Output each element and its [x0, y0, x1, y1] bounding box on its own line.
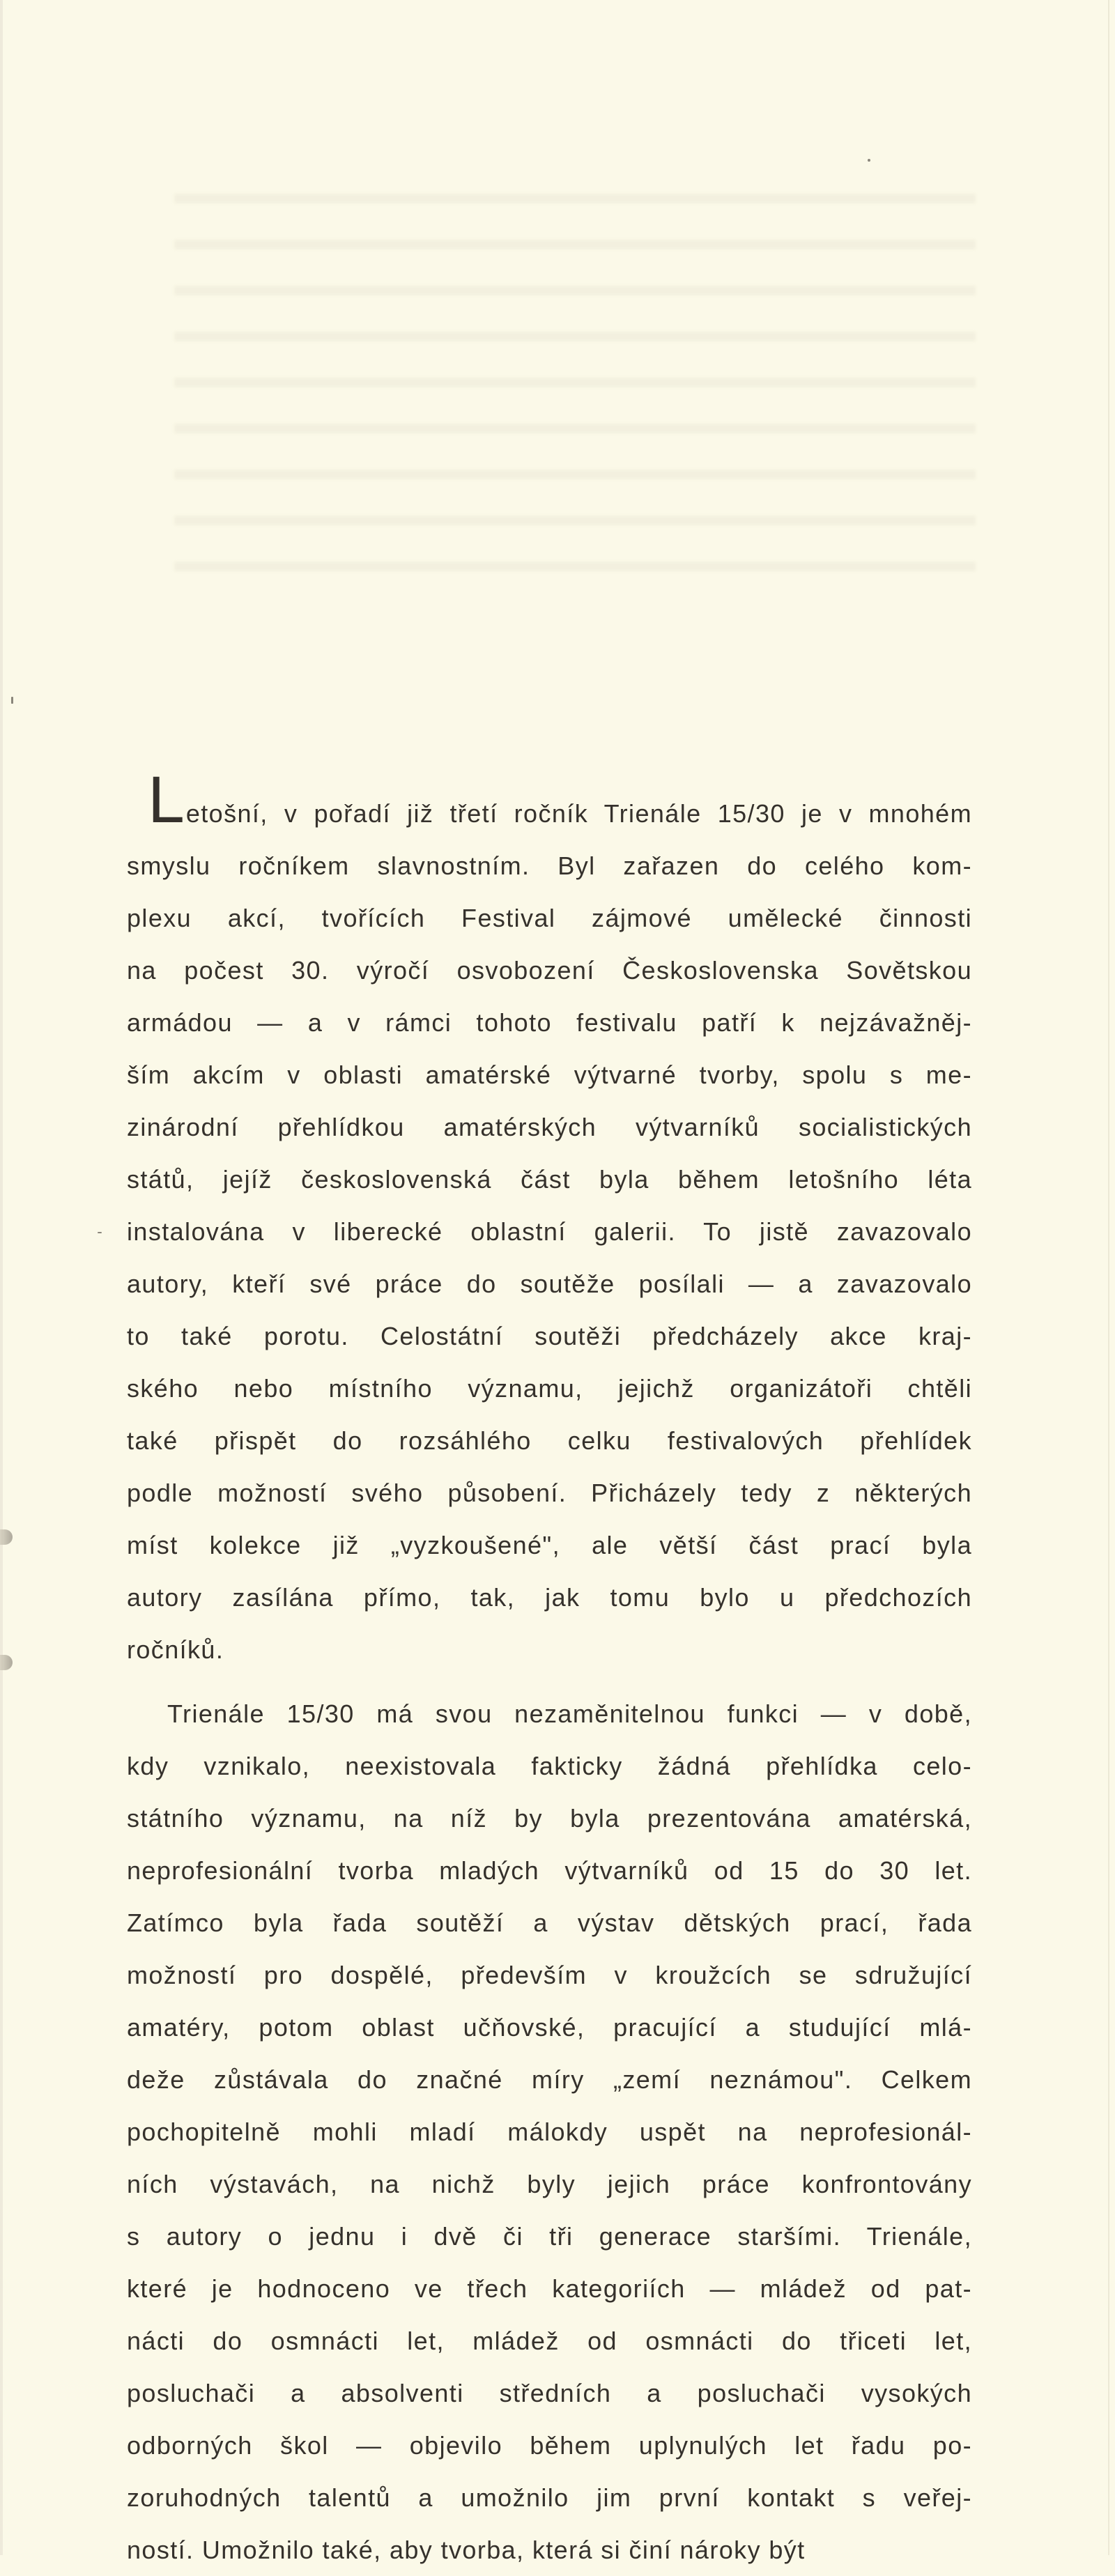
text-line [127, 944, 972, 996]
text-line [127, 1792, 972, 1844]
line-text: instalována v liberecké oblastní galerii. To jistě zavazovalo [127, 1217, 972, 1246]
line-text: smyslu ročníkem slavnostním. Byl zařazen do celého kom- [127, 851, 972, 880]
page-left-edge [0, 0, 3, 2555]
show-through-text [174, 160, 976, 578]
line-text: podle možností svého působení. Přicházely tedy z některých [127, 1479, 972, 1507]
text-line [127, 892, 972, 944]
text-line [127, 1519, 972, 1571]
line-text: zinárodní přehlídkou amatérských výtvarníků socialistických [127, 1113, 972, 1141]
line-text: Trienále 15/30 má svou nezaměnitelnou funkci — v době, [167, 1699, 972, 1728]
line-text: odborných škol — objevilo během uplynulých let řadu po- [127, 2431, 972, 2460]
line-text: míst kolekce již „vyzkoušené", ale větší část prací byla [127, 1531, 972, 1559]
line-text: deže zůstávala do značné míry „zemí neznámou". Celkem [127, 2065, 972, 2094]
line-text: pochopitelně mohli mladí málokdy uspět na neprofesionál- [127, 2118, 972, 2146]
line-text: ročníků. [127, 1635, 224, 1664]
text-line [127, 2419, 972, 2471]
text-line [127, 996, 972, 1049]
binding-staple [0, 1655, 13, 1670]
line-text: ším akcím v oblasti amatérské výtvarné tvorby, spolu s me- [127, 1061, 972, 1089]
margin-mark [98, 1232, 102, 1233]
drop-cap: L [148, 763, 185, 837]
line-text: armádou — a v rámci tohoto festivalu patří k nejzávažněj- [127, 1008, 972, 1037]
paragraph [127, 1688, 972, 2576]
line-text: státního významu, na níž by byla prezentována amatérská, [127, 1804, 972, 1833]
text-line [127, 840, 972, 892]
speck [868, 159, 870, 162]
text-line [127, 1740, 972, 1792]
line-text: autory zasílána přímo, tak, jak tomu bylo u předchozích [127, 1583, 972, 1612]
line-text: autory, kteří své práce do soutěže posílali — a zavazovalo [127, 1270, 972, 1298]
text-line [127, 1362, 972, 1414]
text-line [127, 2524, 972, 2576]
text-line [127, 1310, 972, 1362]
line-text: na počest 30. výročí osvobození Československa Sovětskou [127, 956, 972, 985]
line-text: také přispět do rozsáhlého celku festivalových přehlídek [127, 1426, 972, 1455]
line-text: to také porotu. Celostátní soutěži předcházely akce kraj- [127, 1322, 972, 1350]
margin-mark [11, 697, 13, 704]
line-text: amatéry, potom oblast učňovské, pracující a studující mlá- [127, 2013, 972, 2042]
text-line [127, 1688, 972, 1740]
text-line [127, 2315, 972, 2367]
text-line [127, 1153, 972, 1205]
text-line [127, 1205, 972, 1258]
line-text: možností pro dospělé, především v kroužcích se sdružující [127, 1961, 972, 1989]
text-line [127, 1049, 972, 1101]
line-text: nácti do osmnácti let, mládež od osmnácti do třiceti let, [127, 2327, 972, 2355]
text-line [127, 2210, 972, 2262]
line-text: neprofesionální tvorba mladých výtvarníků od 15 do 30 let. [127, 1856, 972, 1885]
text-line [127, 1624, 972, 1676]
text-line [127, 1571, 972, 1624]
line-text: států, jejíž československá část byla během letošního léta [127, 1165, 972, 1194]
text-line [127, 763, 972, 840]
text-line [127, 1258, 972, 1310]
text-line [127, 2262, 972, 2315]
text-line [127, 1897, 972, 1949]
text-line [127, 2001, 972, 2053]
text-line [127, 1101, 972, 1153]
line-text: které je hodnoceno ve třech kategoriích — mládež od pat- [127, 2274, 972, 2303]
line-text: ních výstavách, na nichž byly jejich práce konfrontovány [127, 2170, 972, 2198]
text-line [127, 1844, 972, 1897]
text-line [127, 2471, 972, 2524]
line-text: posluchači a absolventi středních a posluchači vysokých [127, 2379, 972, 2407]
text-line [127, 2053, 972, 2106]
text-line [127, 2106, 972, 2158]
line-text: ského nebo místního významu, jejichž organizátoři chtěli [127, 1374, 972, 1403]
text-line [127, 1467, 972, 1519]
line-text: kdy vznikalo, neexistovala fakticky žádná přehlídka celo- [127, 1752, 972, 1780]
line-text: zoruhodných talentů a umožnilo jim první kontakt s veřej- [127, 2483, 972, 2512]
line-text: etošní, v pořadí již třetí ročník Trienále 15/30 je v mnohém [185, 799, 972, 828]
line-text: s autory o jednu i dvě či tři generace staršími. Trienále, [127, 2222, 972, 2251]
paragraph [127, 763, 972, 1676]
text-line [127, 1414, 972, 1467]
text-line [127, 2367, 972, 2419]
line-text: Zatímco byla řada soutěží a výstav dětských prací, řada [127, 1908, 972, 1937]
line-text: ností. Umožnilo také, aby tvorba, která si činí nároky být [127, 2536, 806, 2564]
text-line [127, 1949, 972, 2001]
page-right-edge [1108, 0, 1109, 2555]
article-body [127, 763, 972, 2576]
text-line [127, 2158, 972, 2210]
line-text: plexu akcí, tvořících Festival zájmové umělecké činnosti [127, 904, 972, 932]
binding-staple [0, 1529, 13, 1545]
